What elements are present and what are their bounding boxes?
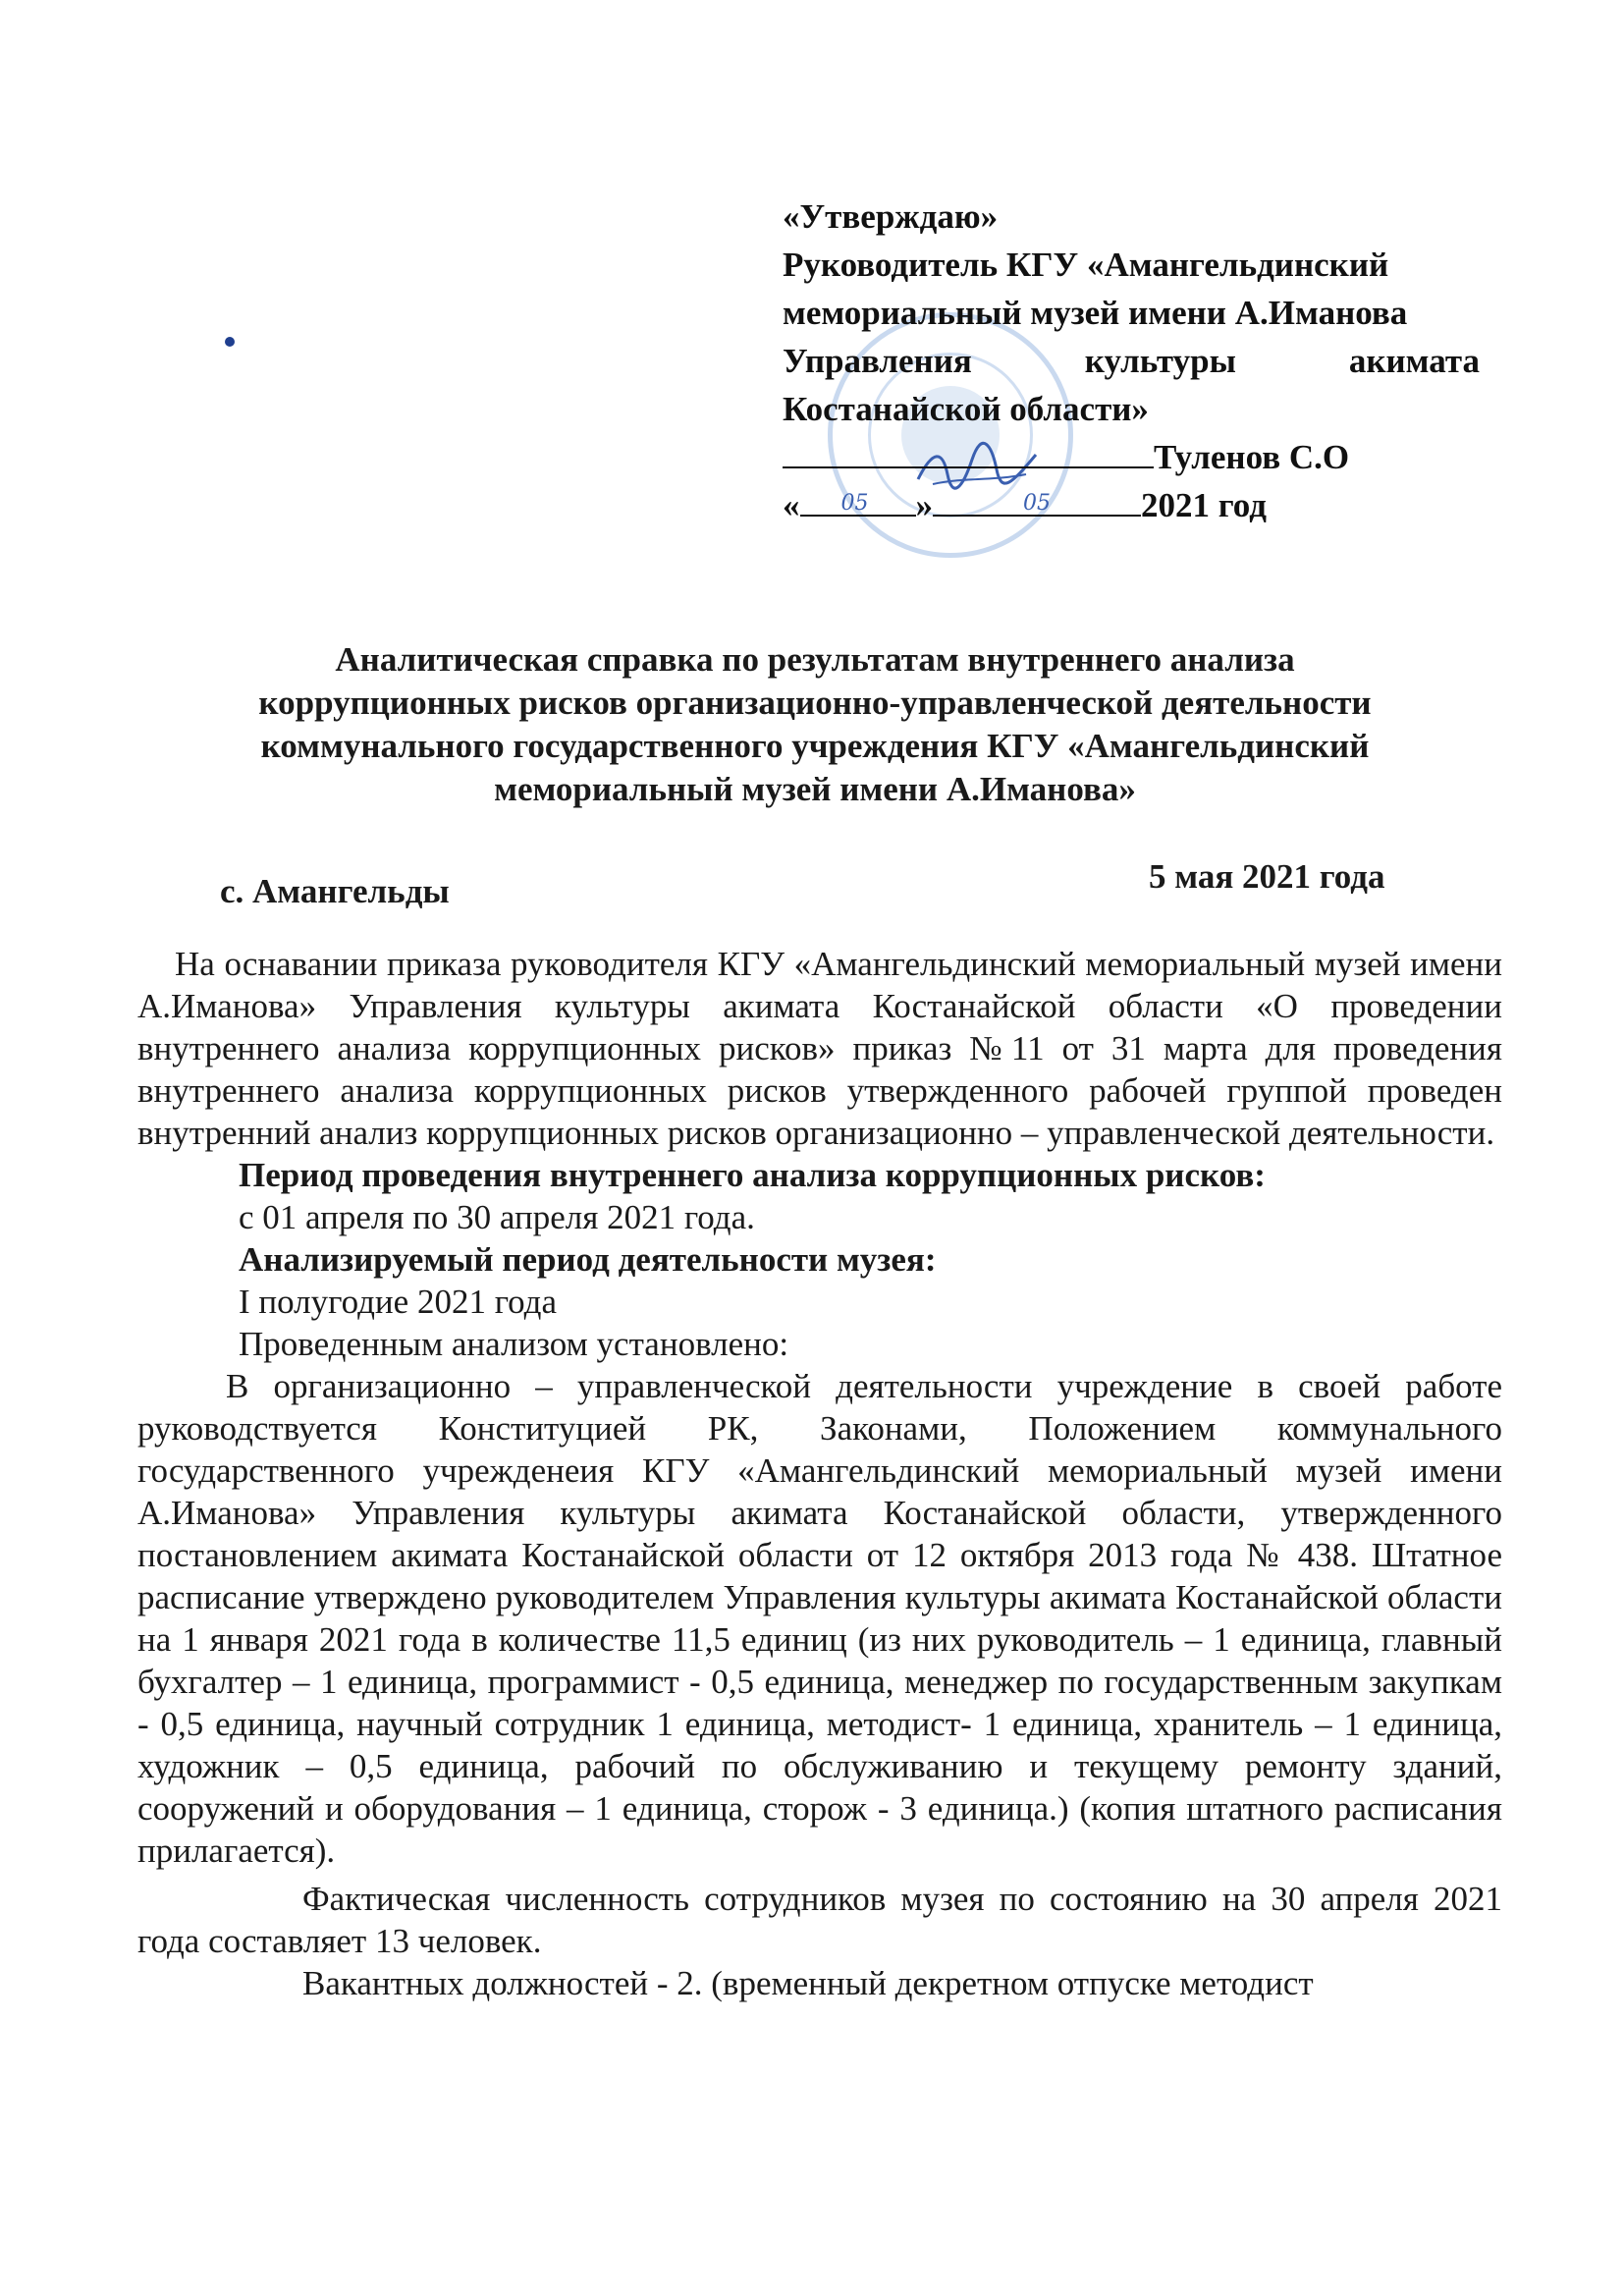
approval-position: Руководитель КГУ «Амангельдинский bbox=[783, 246, 1389, 284]
document-place: с. Амангельды bbox=[220, 872, 450, 910]
paragraph-vacancies: Вакантных должностей - 2. (временный декретном отпуске методист bbox=[302, 1964, 1314, 2002]
date-month: 05 bbox=[1023, 491, 1051, 516]
paragraph-period: с 01 апреля по 30 апреля 2021 года. bbox=[239, 1198, 755, 1236]
date-day-blank bbox=[800, 485, 916, 517]
date-year: 2021 год bbox=[1141, 486, 1267, 524]
ink-dot bbox=[225, 337, 235, 347]
approval-region: Костанайской области» bbox=[783, 390, 1149, 428]
paragraph-staff-count: Фактическая численность сотрудников музея по состоянию на 30 апреля 2021 года составляет 13 человек. bbox=[137, 1880, 1502, 1960]
date-day: 05 bbox=[840, 491, 869, 516]
approval-date-line bbox=[783, 481, 1480, 529]
approval-organization: мемориальный музей имени А.Иманова bbox=[783, 294, 1408, 332]
paragraph-analyzed-period: I полугодие 2021 года bbox=[239, 1283, 558, 1321]
document-body bbox=[137, 943, 1502, 2004]
document-title bbox=[137, 638, 1492, 811]
title-line-2: коррупционных рисков организационно-управленческой деятельности bbox=[258, 683, 1372, 722]
approval-block bbox=[783, 192, 1480, 529]
heading-period: Период проведения внутреннего анализа коррупционных рисков: bbox=[239, 1156, 1266, 1194]
approval-signature-line bbox=[783, 433, 1480, 481]
document-date: 5 мая 2021 года bbox=[1149, 857, 1385, 896]
approval-department: Управления культуры акимата bbox=[783, 342, 1480, 380]
approval-heading: «Утверждаю» bbox=[783, 197, 999, 236]
date-open-quote: « bbox=[783, 486, 800, 524]
paragraph-findings: В организационно – управленческой деятельности учреждение в своей работе руководствуется Конституцией РК, Законами, Положением коммунального государственного учрежденеия КГУ «Амангельдинский мемориальный музей имени А.Иманова» Управления культуры акимата Костанайской области, утвержденного постановлением акимата Костанайской области от 12 октября 2013 года № 438. Штатное расписание утверждено руководителем Управления культуры акимата Костанайской области на 1 января 2021 года в количестве 11,5 единиц (из них руководитель – 1 единица, главный бухгалтер – 1 единица, программист - 0,5 единица, менеджер по государственным закупкам - 0,5 единица, научный сотрудник 1 единица, методист- 1 единица, хранитель – 1 единица, художник – 0,5 единица, рабочий по обслуживанию и текущему ремонту зданий, сооружений и оборудования – 1 единица, сторож - 3 единица.) (копия штатного расписания прилагается). bbox=[137, 1367, 1502, 1870]
date-close-quote: » bbox=[915, 486, 933, 524]
paragraph-findings-intro: Проведенным анализом установлено: bbox=[239, 1325, 789, 1363]
date-month-blank bbox=[933, 485, 1141, 517]
title-line-4: мемориальный музей имени А.Иманова» bbox=[494, 770, 1136, 808]
heading-analyzed-period: Анализируемый период деятельности музея: bbox=[239, 1240, 937, 1279]
signature-blank bbox=[783, 437, 1154, 468]
title-line-3: коммунального государственного учреждения КГУ «Амангельдинский bbox=[260, 727, 1370, 765]
paragraph-basis: На оснавании приказа руководителя КГУ «Амангельдинский мемориальный музей имени А.Иманова» Управления культуры акимата Костанайской области «О проведении внутреннего анализа коррупционных рисков» приказ №11 от 31 марта для проведения внутреннего анализа коррупционных рисков утвержденного рабочей группой проведен внутренний анализ коррупционных рисков организационно – управленческой деятельности. bbox=[137, 945, 1502, 1152]
title-line-1: Аналитическая справка по результатам внутреннего анализа bbox=[335, 640, 1295, 679]
signer-name: Туленов С.О bbox=[1154, 438, 1350, 476]
